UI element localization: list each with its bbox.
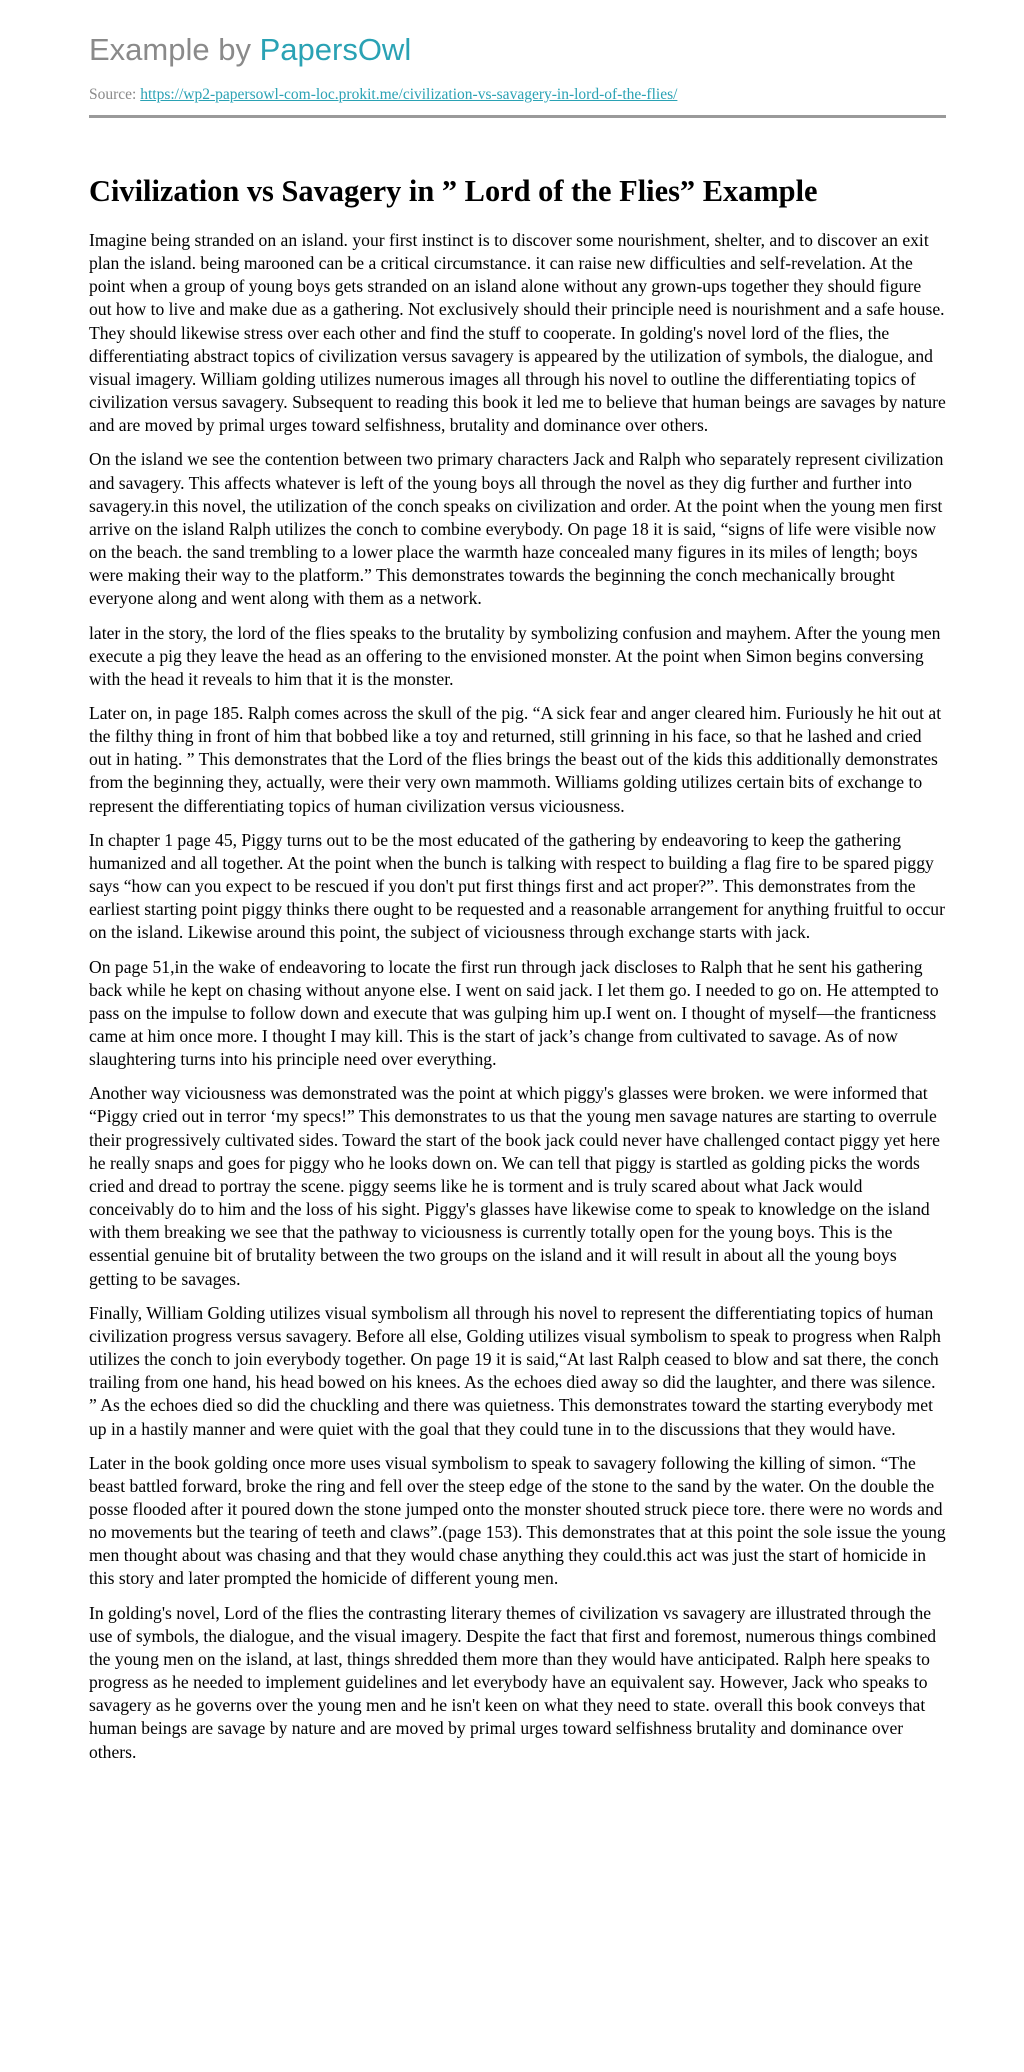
paragraph: On page 51,in the wake of endeavoring to locate the first run through jack discloses to Ralph that he sent his gathering back while he kept on chasing without anyone else. I went on said jack. I let them go. I needed to go on. He attempted to pass on the impulse to follow down and execute that was gulping him up.I went on. I thought of myself—the franticness came at him once more. I thought I may kill. This is the start of jack’s change from cultivated to savage. As of now slaughtering turns into his principle need over everything. bbox=[89, 956, 939, 1070]
paragraph: Later on, in page 185. Ralph comes across the skull of the pig. “A sick fear and anger cleared him. Furiously he hit out at the filthy thing in front of him that bobbed like a toy and returned, still grinning in his face, so that he lashed and cried out in hating. ” This demonstrates that the Lord of the flies brings the beast out of the kids this additionally demonstrates from the beginning they, actually, were their very own mammoth. Williams golding utilizes certain bits of exchange to represent the differentiating topics of human civilization versus viciousness. bbox=[89, 702, 942, 816]
brand-name-link[interactable]: PapersOwl bbox=[259, 32, 412, 67]
source-url-link[interactable]: https://wp2-papersowl-com-loc.prokit.me/civilization-vs-savagery-in-lord-of-the-flies/ bbox=[140, 86, 678, 103]
brand-prefix: Example by bbox=[89, 32, 251, 67]
paragraph: Later in the book golding once more uses visual symbolism to speak to savagery following the killing of simon. “The beast battled forward, broke the ring and fell over the steep edge of the stone to the sand by the water. On the double the posse flooded after it poured down the stone jumped onto the monster shouted struck piece tore. there were no words and no movements but the tearing of teeth and claws”.(page 153). This demonstrates that at this point the sole issue the young men thought about was chasing and that they would chase anything they could.this act was just the start of homicide in this story and later prompted the homicide of different young men. bbox=[89, 1452, 946, 1589]
paragraph: In chapter 1 page 45, Piggy turns out to be the most educated of the gathering by endeavoring to keep the gathering humanized and all together. At the point when the bunch is talking with respect to building a flag fire to be spared piggy says “how can you expect to be rescued if you don't put first things first and act proper?”. This demonstrates from the earliest starting point piggy thinks there ought to be requested and a reasonable arrangement for anything fruitful to occur on the island. Likewise around this point, the subject of viciousness through exchange starts with jack. bbox=[89, 829, 945, 943]
source-label: Source: bbox=[89, 86, 137, 103]
header-divider bbox=[89, 115, 946, 118]
paragraph: Another way viciousness was demonstrated was the point at which piggy's glasses were broken. we were informed that “Piggy cried out in terror ‘my specs!” This demonstrates to us that the young men savage natures are starting to overrule their progressively cultivated sides. Toward the start of the book jack could never have challenged contact piggy yet here he really snaps and goes for piggy who he looks down on. We can tell that piggy is startled as golding picks the words cried and dread to portray the scene. piggy seems like he is torment and is truly scared about what Jack would conceivably do to him and the loss of his sight. Piggy's glasses have likewise come to speak to knowledge on the island with them breaking we see that the pathway to viciousness is currently totally open for the young boys. This is the essential genuine bit of brutality between the two groups on the island and it will result in about all the young boys getting to be savages. bbox=[89, 1083, 940, 1289]
paragraph: later in the story, the lord of the flies speaks to the brutality by symbolizing confusion and mayhem. After the young men execute a pig they leave the head as an offering to the envisioned monster. At the point when Simon begins conversing with the head it reveals to him that it is the monster. bbox=[89, 622, 941, 689]
document-page bbox=[89, 0, 946, 1775]
brand-header bbox=[89, 29, 946, 71]
paragraph: On the island we see the contention between two primary characters Jack and Ralph who separately represent civilization and savagery. This affects whatever is left of the young boys all through the novel as they dig further and further into savagery.in this novel, the utilization of the conch speaks on civilization and order. At the point when the young men first arrive on the island Ralph utilizes the conch to combine everybody. On page 18 it is said, “signs of life were visible now on the beach. the sand trembling to a lower place the warmth haze concealed many figures in its miles of length; boys were making their way to the platform.” This demonstrates towards the beginning the conch mechanically brought everyone along and went along with them as a network. bbox=[89, 449, 944, 609]
paragraph: Finally, William Golding utilizes visual symbolism all through his novel to represent the differentiating topics of human civilization progress versus savagery. Before all else, Golding utilizes visual symbolism to speak to progress when Ralph utilizes the conch to join everybody together. On page 19 it is said,“At last Ralph ceased to blow and sat there, the conch trailing from one hand, his head bowed on his knees. As the echoes died away so did the laughter, and there was silence. ” As the echoes died so did the chuckling and there was quietness. This demonstrates toward the starting everybody met up in a hastily manner and were quiet with the goal that they could tune in to the discussions that they would have. bbox=[89, 1302, 941, 1439]
paragraph: In golding's novel, Lord of the flies the contrasting literary themes of civilization vs savagery are illustrated through the use of symbols, the dialogue, and the visual imagery. Despite the fact that first and foremost, numerous things combined the young men on the island, at last, things shredded them more than they would have anticipated. Ralph here speaks to progress as he needed to implement guidelines and let everybody have an equivalent say. However, Jack who speaks to savagery as he governs over the young men and he isn't keen on what they need to state. overall this book conveys that human beings are savage by nature and are moved by primal urges toward selfishness brutality and dominance over others. bbox=[89, 1602, 937, 1762]
paragraph: Imagine being stranded on an island. your first instinct is to discover some nourishment, shelter, and to discover an exit plan the island. being marooned can be a critical circumstance. it can raise new difficulties and self-revelation. At the point when a group of young boys gets stranded on an island alone without any grown-ups together they should figure out how to live and make due as a gathering. Not exclusively should their principle need is nourishment and a safe house. They should likewise stress over each other and find the stuff to cooperate. In golding's novel lord of the flies, the differentiating abstract topics of civilization versus savagery is appeared by the utilization of symbols, the dialogue, and visual imagery. William golding utilizes numerous images all through his novel to outline the differentiating topics of civilization versus savagery. Subsequent to reading this book it led me to believe that human beings are savages by nature and are moved by primal urges toward selfishness, brutality and dominance over others. bbox=[89, 230, 946, 436]
article-title: Civilization vs Savagery in ” Lord of the Flies” Example bbox=[89, 174, 818, 208]
source-line bbox=[89, 85, 946, 105]
article-body bbox=[89, 229, 946, 1764]
